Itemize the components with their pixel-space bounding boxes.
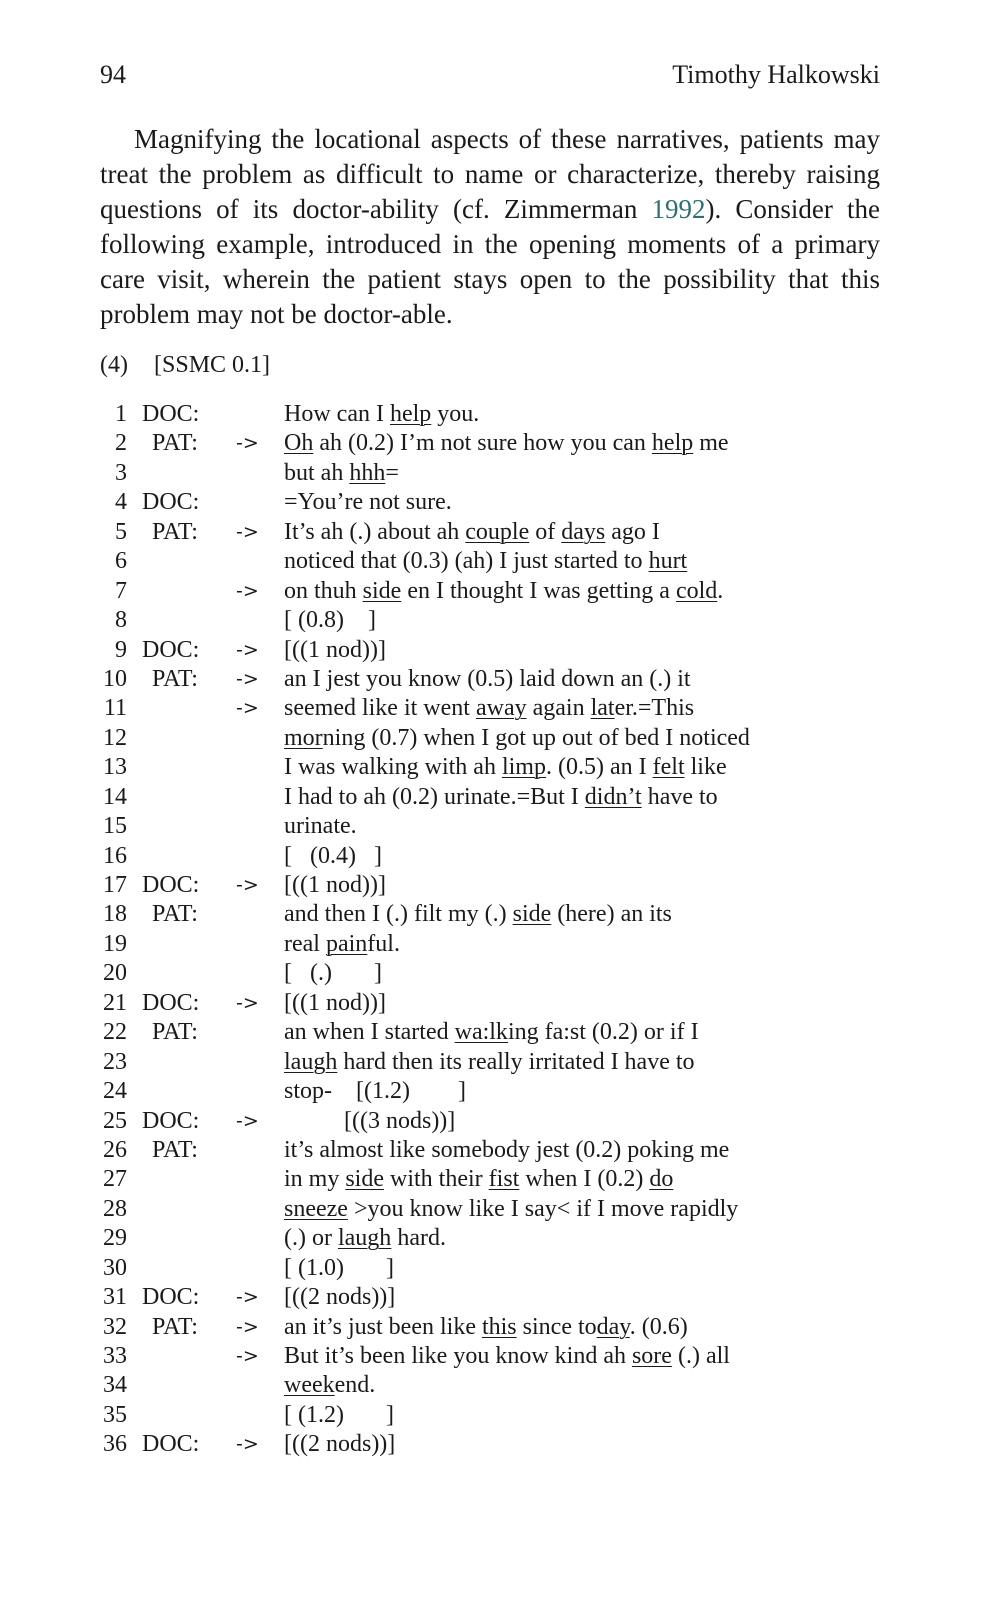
utterance-text [284, 959, 382, 988]
text-segment: since to [516, 1313, 597, 1340]
utterance-text [284, 900, 672, 929]
emphasized-segment: help [651, 430, 694, 457]
text-segment: ah (0.2) I’m not sure how you can [313, 430, 652, 457]
line-number: 15 [103, 813, 127, 840]
text-segment: an it’s just been like [284, 1313, 482, 1340]
utterance-text [284, 1107, 455, 1136]
text-segment: with their [384, 1166, 489, 1193]
transcript-line [100, 459, 920, 488]
line-number: 29 [103, 1225, 127, 1252]
line-number: 8 [115, 607, 127, 634]
body-paragraph [100, 122, 880, 332]
emphasized-segment: couple [465, 518, 530, 545]
arrow-marker: -> [236, 1109, 259, 1132]
paragraph-text-after: ). Consider the following example, introduced in the opening moments of a primary care visit, wherein the patient stays open to the possibility that this problem may not be doctor-able. [100, 194, 880, 329]
utterance-text [284, 1136, 729, 1165]
utterance-text [284, 1018, 699, 1047]
transcript-line [100, 577, 920, 606]
speaker-label: DOC: [142, 872, 200, 898]
transcript-line [100, 1430, 920, 1459]
text-segment: = [385, 459, 399, 486]
speaker-label: DOC: [142, 1431, 200, 1458]
text-segment: on thuh [284, 577, 363, 604]
text-segment: urinate. [284, 813, 357, 840]
emphasized-segment: limp [501, 754, 546, 781]
text-segment: en I thought I was getting a [401, 577, 676, 604]
utterance-text [284, 812, 357, 841]
line-number: 11 [103, 695, 127, 722]
utterance-text [284, 871, 386, 900]
page-number: 94 [100, 60, 126, 89]
transcript-line [100, 636, 920, 665]
text-segment: stop- [(1.2) ] [284, 1078, 466, 1105]
citation-link[interactable]: 1992 [651, 194, 706, 224]
text-segment: er.=This [614, 695, 695, 722]
speaker-label: DOC: [142, 989, 200, 1016]
text-segment: (here) an its [551, 901, 672, 928]
line-number: 19 [103, 930, 127, 957]
text-segment: ful. [367, 930, 400, 957]
line-number: 12 [103, 724, 127, 751]
emphasized-segment: Oh [284, 430, 314, 457]
emphasized-segment: lat [590, 695, 615, 722]
utterance-text [284, 606, 376, 635]
utterance-text [284, 429, 729, 458]
emphasized-segment: cold [675, 577, 718, 604]
example-number: (4) [100, 352, 128, 378]
text-segment: [ (1.2) ] [284, 1401, 394, 1428]
line-number: 18 [103, 901, 127, 928]
speaker-label: DOC: [142, 636, 200, 663]
emphasized-segment: day [596, 1313, 630, 1340]
example-source: [SSMC 0.1] [154, 352, 271, 378]
emphasized-segment: do [649, 1166, 674, 1193]
speaker-label: DOC: [142, 1107, 200, 1134]
utterance-text [284, 1077, 466, 1106]
utterance-text [284, 1371, 375, 1400]
text-segment: noticed that (0.3) (ah) I just started to [284, 548, 649, 575]
transcript-line [100, 930, 920, 959]
transcript-line [100, 547, 920, 576]
text-segment: end. [334, 1372, 376, 1399]
speaker-label: DOC: [142, 489, 200, 516]
utterance-text [284, 518, 660, 547]
text-segment: [((2 nods))] [284, 1431, 396, 1458]
transcript-line [100, 1018, 920, 1047]
text-segment: in my [284, 1166, 346, 1193]
transcript-line [100, 665, 920, 694]
transcript-line [100, 606, 920, 635]
line-number: 6 [115, 548, 127, 575]
text-segment: ning (0.7) when I got up out of bed I noticed [322, 724, 750, 751]
transcript-line [100, 1107, 920, 1136]
line-number: 9 [115, 636, 127, 663]
utterance-text [284, 753, 727, 782]
text-segment: I had to ah (0.2) urinate.=But I [284, 783, 585, 810]
line-number: 26 [103, 1136, 127, 1163]
text-segment: [ (1.0) ] [284, 1254, 394, 1281]
transcript-line [100, 1136, 920, 1165]
transcript-line [100, 429, 920, 458]
arrow-marker: -> [236, 874, 259, 896]
transcript-line [100, 1254, 920, 1283]
text-segment: . [717, 577, 724, 604]
emphasized-segment: help [389, 401, 432, 427]
line-number: 30 [103, 1254, 127, 1281]
line-number: 4 [115, 489, 127, 516]
line-number: 34 [103, 1372, 127, 1399]
arrow-marker: -> [236, 1433, 259, 1456]
line-number: 20 [103, 960, 127, 987]
utterance-text [284, 989, 386, 1018]
text-segment: . (0.6) [629, 1313, 688, 1340]
example-label [100, 352, 270, 379]
arrow-marker: -> [236, 991, 259, 1014]
text-segment: [((1 nod))] [284, 636, 386, 663]
speaker-label: PAT: [152, 901, 198, 928]
speaker-label: PAT: [152, 1313, 198, 1340]
transcript-line [100, 1165, 920, 1194]
transcript-line [100, 1313, 920, 1342]
line-number: 24 [103, 1078, 127, 1105]
emphasized-segment: side [512, 901, 552, 928]
line-number: 7 [115, 577, 127, 604]
emphasized-segment: side [362, 577, 402, 604]
utterance-text [284, 694, 694, 723]
utterance-text [284, 1254, 394, 1283]
emphasized-segment: laugh [284, 1048, 338, 1075]
emphasized-segment: wa:lk [454, 1019, 508, 1046]
text-segment: [ (0.8) ] [284, 607, 376, 634]
text-segment: me [693, 430, 729, 457]
transcript-line [100, 959, 920, 988]
text-segment: have to [641, 783, 718, 810]
text-segment: =You’re not sure. [284, 489, 452, 516]
text-segment: [((1 nod))] [284, 989, 386, 1016]
transcript-line [100, 812, 920, 841]
utterance-text [284, 1048, 695, 1077]
text-segment: again [526, 695, 591, 722]
transcript-line [100, 488, 920, 517]
text-segment: you. [431, 401, 480, 427]
line-number: 1 [115, 401, 127, 427]
text-segment: ing fa:st (0.2) or if I [507, 1019, 699, 1046]
text-segment: an when I started [284, 1019, 455, 1046]
text-segment: like [684, 754, 727, 781]
line-number: 33 [103, 1343, 127, 1369]
arrow-marker: -> [236, 1286, 259, 1309]
transcript-line [100, 724, 920, 753]
speaker-label: PAT: [152, 1136, 198, 1163]
text-segment: [((3 nods))] [284, 1107, 456, 1134]
transcript [100, 400, 920, 1460]
text-segment: and then I (.) filt my (.) [284, 901, 513, 928]
emphasized-segment: felt [652, 754, 685, 781]
arrow-marker: -> [236, 697, 259, 720]
emphasized-segment: didn’t [584, 783, 642, 810]
transcript-line [100, 694, 920, 723]
transcript-line [100, 1371, 920, 1400]
transcript-line [100, 400, 920, 429]
utterance-text [284, 1165, 673, 1194]
line-number: 5 [115, 518, 127, 545]
utterance-text [284, 842, 382, 871]
text-segment: an I jest you know (0.5) laid down an (.) it [284, 665, 691, 692]
line-number: 10 [103, 665, 127, 692]
utterance-text [284, 1195, 738, 1224]
line-number: 17 [103, 872, 127, 898]
speaker-label: PAT: [152, 665, 198, 692]
line-number: 3 [115, 459, 127, 486]
page-header [100, 60, 880, 100]
transcript-line [100, 753, 920, 782]
speaker-label: PAT: [152, 1019, 198, 1046]
utterance-text [284, 1224, 446, 1253]
arrow-marker: -> [236, 432, 259, 455]
emphasized-segment: mor [284, 724, 323, 751]
arrow-marker: -> [236, 1315, 259, 1338]
utterance-text [284, 1401, 394, 1430]
paragraph-text-before: Magnifying the locational aspects of these narratives, patients may treat the problem as difficult to name or characterize, thereby raising questions of its doctor-ability (cf. Zimmerman [100, 124, 880, 224]
speaker-label: DOC: [142, 401, 200, 427]
transcript-line [100, 1401, 920, 1430]
text-segment: when I (0.2) [519, 1166, 650, 1193]
transcript-line [100, 1195, 920, 1224]
line-number: 27 [103, 1166, 127, 1193]
text-segment: seemed like it went [284, 695, 476, 722]
utterance-text [284, 459, 399, 488]
utterance-text [284, 400, 479, 429]
text-segment: [((1 nod))] [284, 872, 386, 898]
transcript-line [100, 518, 920, 547]
arrow-marker: -> [236, 667, 259, 690]
emphasized-segment: this [481, 1313, 517, 1340]
emphasized-segment: fist [488, 1166, 520, 1193]
text-segment: >you know like I say< if I move rapidly [347, 1195, 739, 1222]
speaker-label: DOC: [142, 1284, 200, 1311]
utterance-text [284, 783, 718, 812]
text-segment: of [529, 518, 562, 545]
emphasized-segment: week [284, 1372, 335, 1399]
text-segment: [((2 nods))] [284, 1284, 396, 1311]
utterance-text [284, 665, 691, 694]
emphasized-segment: hhh [349, 459, 386, 486]
transcript-line [100, 1224, 920, 1253]
line-number: 16 [103, 842, 127, 869]
emphasized-segment: side [345, 1166, 385, 1193]
arrow-marker: -> [236, 638, 259, 661]
transcript-line [100, 1048, 920, 1077]
utterance-text [284, 547, 687, 576]
line-number: 2 [115, 430, 127, 457]
text-segment: . (0.5) an I [545, 754, 653, 781]
arrow-marker: -> [236, 579, 259, 602]
line-number: 23 [103, 1048, 127, 1075]
transcript-line [100, 1283, 920, 1312]
emphasized-segment: laugh [337, 1225, 392, 1252]
transcript-line [100, 783, 920, 812]
text-segment: [ (.) ] [284, 960, 382, 987]
running-head: Timothy Halkowski [672, 60, 880, 89]
speaker-label: PAT: [152, 518, 198, 545]
line-number: 32 [103, 1313, 127, 1340]
utterance-text [284, 1430, 395, 1459]
utterance-text [284, 488, 452, 517]
utterance-text [284, 636, 386, 665]
utterance-text [284, 1283, 395, 1312]
transcript-line [100, 842, 920, 871]
transcript-line [100, 1342, 920, 1371]
text-segment: ago I [605, 518, 660, 545]
utterance-text [284, 1342, 730, 1371]
text-segment: it’s almost like somebody jest (0.2) poking me [284, 1136, 730, 1163]
line-number: 25 [103, 1107, 127, 1134]
utterance-text [284, 577, 723, 606]
arrow-marker: -> [236, 1345, 259, 1367]
emphasized-segment: days [561, 518, 606, 545]
text-segment: [ (0.4) ] [284, 842, 382, 869]
emphasized-segment: pain [325, 930, 368, 957]
emphasized-segment: sore [631, 1343, 672, 1369]
text-segment: but ah [284, 459, 350, 486]
line-number: 36 [103, 1431, 127, 1458]
line-number: 14 [103, 783, 127, 810]
transcript-line [100, 871, 920, 900]
emphasized-segment: hurt [648, 548, 688, 575]
text-segment: hard then its really irritated I have to [337, 1048, 695, 1075]
text-segment: (.) or [284, 1225, 338, 1252]
utterance-text [284, 1313, 688, 1342]
text-segment: It’s ah (.) about ah [284, 518, 466, 545]
transcript-line [100, 900, 920, 929]
text-segment: real [284, 930, 326, 957]
emphasized-segment: away [475, 695, 527, 722]
line-number: 22 [103, 1019, 127, 1046]
text-segment: I was walking with ah [284, 754, 502, 781]
text-segment: hard. [391, 1225, 446, 1252]
utterance-text [284, 930, 400, 959]
text-segment: How can I [284, 401, 390, 427]
line-number: 31 [103, 1284, 127, 1311]
transcript-line [100, 989, 920, 1018]
speaker-label: PAT: [152, 430, 198, 457]
text-segment: (.) all [671, 1343, 730, 1369]
utterance-text [284, 724, 750, 753]
emphasized-segment: sneeze [284, 1195, 348, 1222]
line-number: 35 [103, 1401, 127, 1428]
line-number: 28 [103, 1195, 127, 1222]
line-number: 21 [103, 989, 127, 1016]
text-segment: But it’s been like you know kind ah [284, 1343, 632, 1369]
arrow-marker: -> [236, 520, 259, 543]
transcript-line [100, 1077, 920, 1106]
line-number: 13 [103, 754, 127, 781]
